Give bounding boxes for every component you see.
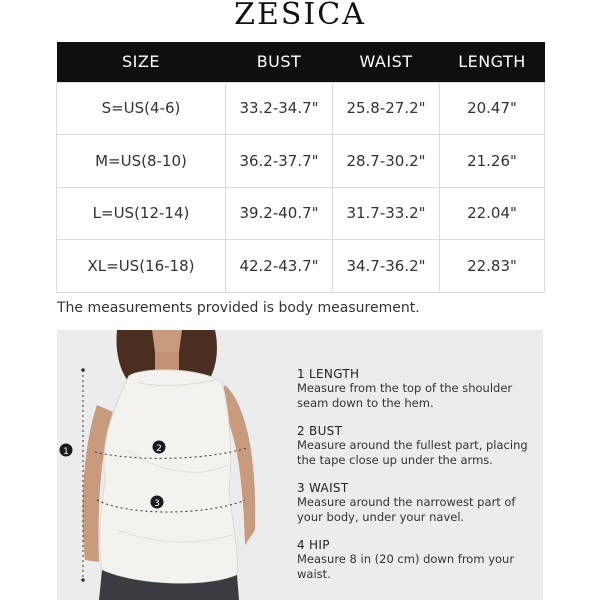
cell-waist: 34.7-36.2" [333,240,440,293]
header-length: LENGTH [440,42,545,82]
white-tank-top [100,370,238,584]
instruction-title: 1 LENGTH [297,367,360,381]
cell-waist: 31.7-33.2" [333,187,440,240]
instruction-text: Measure from the top of the shoulder seam down to the hem. [297,381,513,410]
header-bust: BUST [226,42,333,82]
cell-bust: 39.2-40.7" [226,187,333,240]
length-line-end [81,368,85,372]
cell-waist: 28.7-30.2" [333,135,440,188]
instruction-bust [297,424,541,468]
measurement-note: The measurements provided is body measurement. [57,300,420,316]
marker-bust-label: 2 [156,444,162,454]
length-line-end [81,578,85,582]
instruction-text: Measure 8 in (20 cm) down from your waist. [297,552,515,581]
table-row [57,135,545,188]
cell-size: M=US(8-10) [57,135,226,188]
header-waist: WAIST [333,42,440,82]
instruction-waist [297,481,541,525]
instruction-title: 4 HIP [297,538,330,552]
cell-bust: 36.2-37.7" [226,135,333,188]
marker-waist-label: 3 [154,499,160,509]
table-header-row [57,42,545,82]
brand-logo: ZESICA [234,0,366,32]
instruction-length [297,367,541,411]
table-row [57,240,545,293]
measurement-instructions [297,367,541,595]
cell-bust: 42.2-43.7" [226,240,333,293]
cell-length: 21.26" [440,135,545,188]
instruction-text: Measure around the narrowest part of your body, under your navel. [297,495,516,524]
model-illustration [57,330,287,600]
size-chart-table [56,42,545,293]
marker-length-label: 1 [63,447,69,457]
cell-size: L=US(12-14) [57,187,226,240]
instruction-title: 2 BUST [297,424,343,438]
table-row [57,82,545,135]
cell-size: XL=US(16-18) [57,240,226,293]
instruction-hip [297,538,541,582]
instruction-title: 3 WAIST [297,481,349,495]
cell-size: S=US(4-6) [57,82,226,135]
cell-length: 22.04" [440,187,545,240]
measurement-guide [57,330,543,600]
cell-bust: 33.2-34.7" [226,82,333,135]
header-size: SIZE [57,42,226,82]
table-row [57,187,545,240]
cell-waist: 25.8-27.2" [333,82,440,135]
cell-length: 22.83" [440,240,545,293]
cell-length: 20.47" [440,82,545,135]
instruction-text: Measure around the fullest part, placing the tape close up under the arms. [297,438,528,467]
